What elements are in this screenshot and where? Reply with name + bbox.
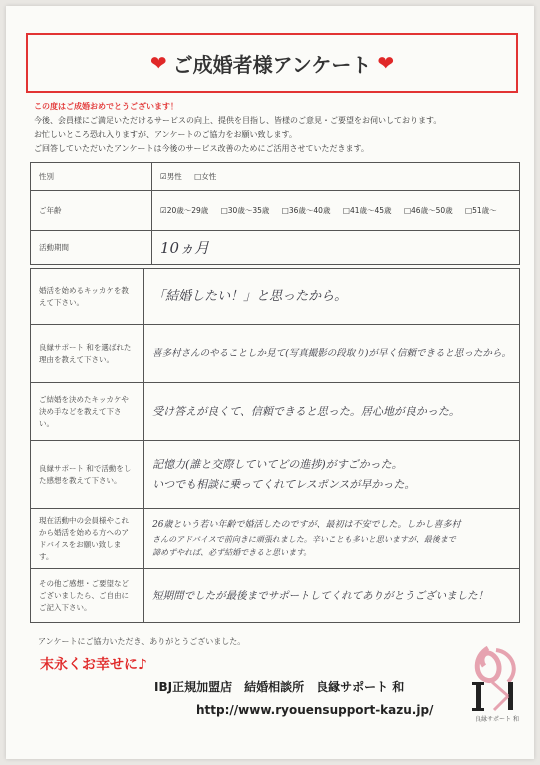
age-option[interactable]: ☑20歳～29歳 xyxy=(160,206,209,215)
question-row xyxy=(31,269,520,325)
gender-label: 性別 xyxy=(31,163,152,191)
heart-icon: ❤ xyxy=(149,51,167,75)
question-label: 婚活を始めるキッカケを教えて下さい。 xyxy=(31,269,144,325)
answer-box[interactable] xyxy=(144,509,520,569)
period-label: 活動期間 xyxy=(31,231,152,265)
kazu-logo-icon xyxy=(468,642,526,718)
question-label: 良縁サポート 和で活動をした感想を教えて下さい。 xyxy=(31,441,144,509)
website-link[interactable]: http://www.ryouensupport-kazu.jp/ xyxy=(196,703,434,717)
answer-line: さんのアドバイスで前向きに頑張れました。辛いことも多いと思いますが、最後まで xyxy=(152,535,456,544)
answer-line: 26歳という若い年齢で婚活したのですが、最初は不安でした。しかし喜多村 xyxy=(152,520,461,530)
logo-caption: 良縁サポート 和 xyxy=(475,716,519,723)
answer-line: 諦めずやれば、必ず結婚できると思います。 xyxy=(152,548,312,557)
thanks-text: アンケートにご協力いただき、ありがとうございました。 xyxy=(38,637,246,646)
answer-box[interactable] xyxy=(144,269,520,325)
question-row xyxy=(31,383,520,441)
title-banner xyxy=(26,33,518,93)
shop-name: IBJ正規加盟店 結婚相談所 良縁サポート 和 xyxy=(154,680,405,694)
age-option[interactable]: □46歳～50歳 xyxy=(403,206,453,215)
period-row xyxy=(31,231,520,265)
age-option[interactable]: □51歳～ xyxy=(465,206,497,215)
profile-table xyxy=(30,162,520,265)
answer-line: 「結婚したい！」と思ったから。 xyxy=(152,288,348,304)
age-option[interactable]: □30歳～35歳 xyxy=(220,206,270,215)
intro-text xyxy=(34,100,524,156)
answer-box[interactable] xyxy=(144,441,520,509)
question-row xyxy=(31,441,520,509)
question-row xyxy=(31,569,520,623)
answer-line: 喜多村さんのやることしか見て(写真撮影の段取り)が早く信頼できると思ったから。 xyxy=(152,347,511,359)
gender-options xyxy=(152,163,520,191)
question-row xyxy=(31,325,520,383)
answer-line: 短期間でしたが最後までサポートしてくれてありがとうございました！ xyxy=(152,589,489,602)
answer-box[interactable] xyxy=(144,383,520,441)
answer-line: 記憶力(誰と交際していてどの進捗)がすごかった。 xyxy=(152,457,403,471)
answer-line: 受け答えが良くて、信頼できると思った。居心地が良かった。 xyxy=(152,404,460,418)
gender-option[interactable]: ☑男性 xyxy=(160,172,182,181)
period-answer[interactable]: 10ヵ月 xyxy=(152,231,520,265)
page-title: ご成婚者様アンケート xyxy=(172,52,372,77)
answer-box[interactable] xyxy=(144,569,520,623)
intro-line: お忙しいところ恐れ入りますが、アンケートのご協力をお願い致します。 xyxy=(34,130,297,139)
answer-line: いつでも相談に乗ってくれてレスポンスが早かった。 xyxy=(152,477,416,491)
answer-box[interactable] xyxy=(144,325,520,383)
age-label: ご年齢 xyxy=(31,191,152,231)
questions-table xyxy=(30,268,520,623)
question-row xyxy=(31,509,520,569)
age-row xyxy=(31,191,520,231)
age-option[interactable]: □36歳～40歳 xyxy=(281,206,331,215)
congrats-line: この度はご成婚おめでとうございます！ xyxy=(34,102,178,111)
question-label: 良縁サポート 和を選ばれた理由を教えて下さい。 xyxy=(31,325,144,383)
question-label: その他ご感想・ご要望などございましたら、ご自由にご記入下さい。 xyxy=(31,569,144,623)
questionnaire-sheet xyxy=(6,6,534,759)
heart-icon: ❤ xyxy=(377,51,395,75)
happy-message: 末永くお幸せに♪ xyxy=(40,657,147,673)
gender-row xyxy=(31,163,520,191)
intro-line: 今後、会員様にご満足いただけるサービスの向上、提供を目指し、皆様のご意見・ご要望をお伺いしております。 xyxy=(34,116,442,125)
question-label: 現在活動中の会員様やこれから婚活を始める方へのアドバイスをお願い致します。 xyxy=(31,509,144,569)
intro-line: ご回答していただいたアンケートは今後のサービス改善のためにご活用させていただきます。 xyxy=(34,144,369,153)
gender-option[interactable]: □女性 xyxy=(194,172,217,181)
question-label: ご結婚を決めたキッカケや決め手などを教えて下さい。 xyxy=(31,383,144,441)
age-option[interactable]: □41歳～45歳 xyxy=(342,206,392,215)
age-options xyxy=(152,191,520,231)
